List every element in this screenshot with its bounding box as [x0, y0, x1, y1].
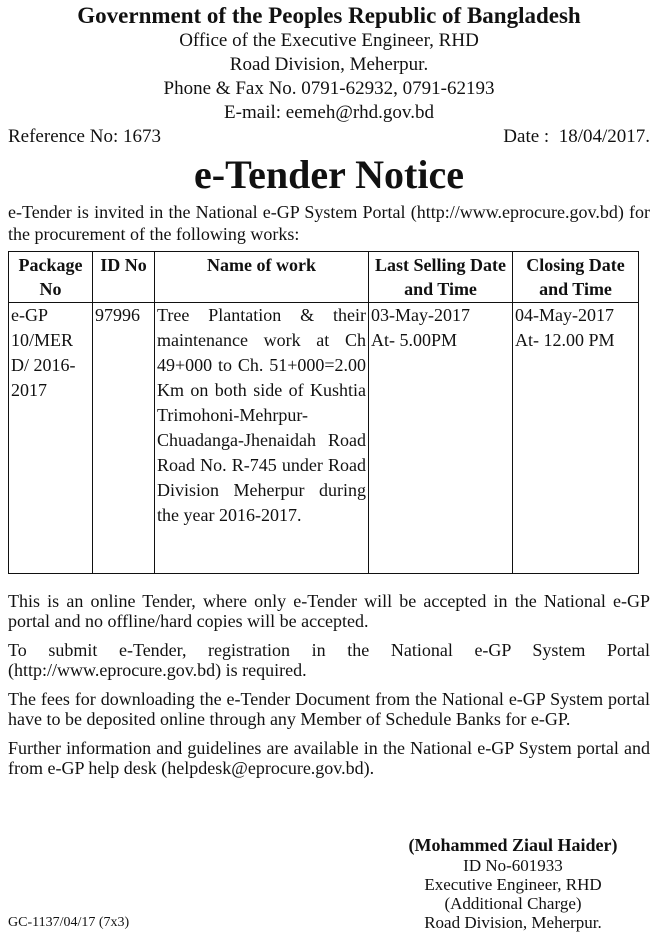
phone-fax: Phone & Fax No. 0791-62932, 0791-62193 [163, 78, 495, 99]
header-name-of-work: Name of work [155, 252, 369, 303]
header-last-selling: Last Selling Date and Time [369, 252, 513, 303]
notice-title: e-Tender Notice [194, 152, 464, 197]
division-name: Road Division, Meherpur. [229, 54, 429, 75]
header-closing-date: Closing Date and Time [513, 252, 639, 303]
header-id-no: ID No [93, 252, 155, 303]
table-row [9, 303, 639, 574]
signatory-charge: (Additional Charge) [444, 894, 582, 913]
cell-name-of-work: Tree Plantation & their maintenance work at Ch 49+000 to Ch. 51+000=2.00 Km on both side of Kushtia Trimohoni-Mehrpur-Chuadanga-Jhenaidah Road Road No. R-745 under Road Division Meherpur during the year 2016-2017. [155, 303, 369, 574]
selling-date: 03-May-2017 [371, 305, 470, 325]
email-line: E-mail: eemeh@rhd.gov.bd [224, 102, 434, 123]
tender-notice-page [0, 2, 658, 947]
fees-paragraph: The fees for downloading the e-Tender Document from the National e-GP System portal have to be deposited online through any Member of Schedule Banks for e-GP. [8, 689, 650, 729]
cell-last-selling [369, 303, 513, 574]
registration-paragraph: To submit e-Tender, registration in the National e-GP System Portal (http://www.eprocure.gov.bd) is required. [8, 640, 650, 680]
table-header-row [9, 252, 639, 303]
notice-date: Date : 18/04/2017. [503, 126, 650, 147]
signatory-name: (Mohammed Ziaul Haider) [408, 835, 618, 855]
cell-closing [513, 303, 639, 574]
closing-date: 04-May-2017 [515, 305, 614, 325]
footer-code: GC-1137/04/17 (7x3) [8, 915, 130, 930]
selling-time: At- 5.00PM [371, 330, 458, 350]
reference-number: Reference No: 1673 [8, 126, 161, 147]
signatory-designation: Executive Engineer, RHD [424, 875, 602, 894]
further-info-paragraph: Further information and guidelines are available in the National e-GP System portal and from e-GP help desk (helpdesk@eprocure.gov.bd). [8, 738, 650, 778]
government-title: Government of the Peoples Republic of Bangladesh [77, 3, 581, 28]
online-tender-paragraph: This is an online Tender, where only e-Tender will be accepted in the National e-GP portal and no offline/hard copies will be accepted. [8, 591, 650, 631]
closing-time: At- 12.00 PM [515, 330, 615, 350]
signatory-id: ID No-601933 [463, 856, 563, 875]
cell-package: e-GP 10/MER D/ 2016-2017 [9, 303, 93, 574]
reference-row [8, 125, 650, 149]
header-package-no: Package No [9, 252, 93, 303]
cell-id: 97996 [93, 303, 155, 574]
intro-paragraph: e-Tender is invited in the National e-GP System Portal (http://www.eprocure.gov.bd) for the procurement of the following works: [8, 202, 650, 244]
office-name: Office of the Executive Engineer, RHD [179, 30, 479, 51]
works-table [8, 251, 639, 574]
signature-block [378, 834, 648, 932]
signatory-division: Road Division, Meherpur. [424, 913, 602, 932]
